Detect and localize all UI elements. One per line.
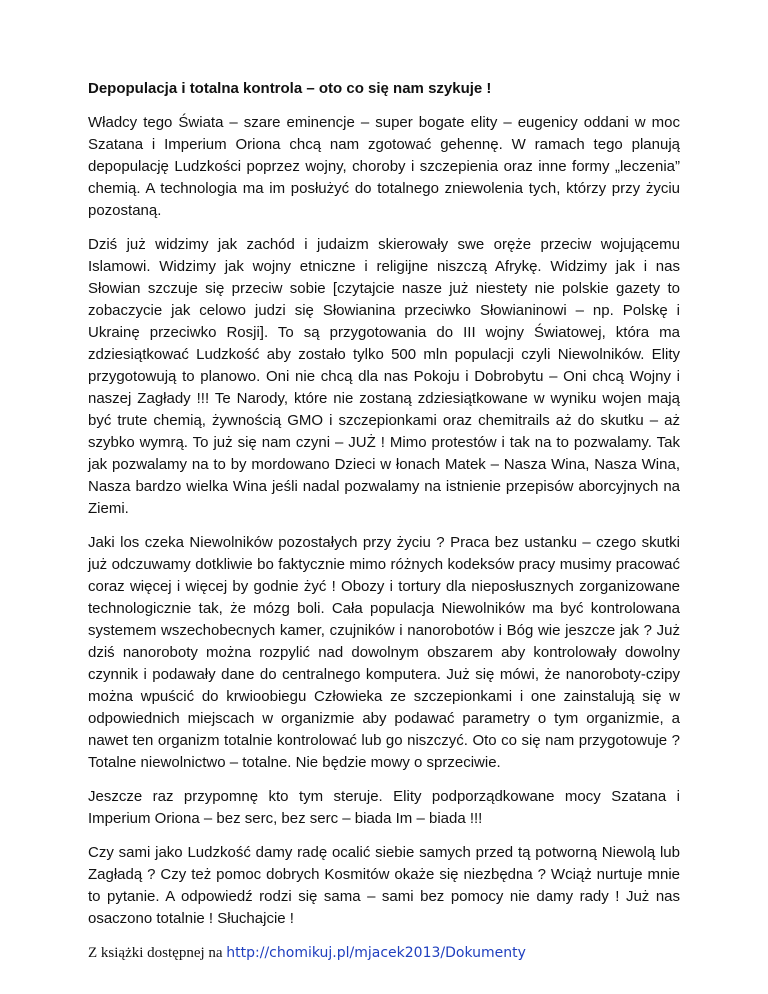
paragraph-5: Czy sami jako Ludzkość damy radę ocalić siebie samych przed tą potworną Niewolą lub Zagładą ? Czy też pomoc dobrych Kosmitów okaże się niezbędna ? Wciąż nurtuje mnie to pytanie. A odpowiedź rodzi się sama – sami bez pomocy nie damy rady ! Już nas osaczono totalnie ! Słuchajcie ! [88, 844, 680, 927]
paragraph-4: Jeszcze raz przypomnę kto tym steruje. Elity podporządkowane mocy Szatana i Imperium Oriona – bez serc, bez serc – biada Im – biada !!! [88, 788, 680, 827]
document-page [88, 78, 680, 964]
paragraph-2: Dziś już widzimy jak zachód i judaizm skierowały swe oręże przeciw wojującemu Islamowi. Widzimy jak wojny etniczne i religijne niszczą Afrykę. Widzimy jak i nas Słowian szczuje się przeciw sobie [czytajcie nasze już niestety nie polskie gazety to zobaczycie jak celowo judzi się Słowianina przeciwko Słowianinowi – np. Polskę i Ukrainę przeciwko Rosji]. To są przygotowania do III wojny Światowej, która ma zdziesiątkować Ludzkość aby zostało tylko 500 mln populacji czyli Niewolników. Elity przygotowują to planowo. Oni nie chcą dla nas Pokoju i Dobrobytu – Oni chcą Wojny i naszej Zagłady !!! Te Narody, które nie zostaną zdziesiątkowane w wyniku wojen mają być trute chemią, żywnością GMO i szczepionkami oraz chemitrails aż do skutku – aż szybko wymrą. To już się nam czyni – JUŻ ! Mimo protestów i tak na to pozwalamy. Tak jak pozwalamy na to by mordowano Dzieci w łonach Matek – Nasza Wina, Nasza Wina, Nasza bardzo wielka Wina jeśli nadal pozwalamy na istnienie przepisów aborcyjnych na Ziemi. [88, 236, 680, 517]
source-line [88, 942, 680, 964]
paragraph-1: Władcy tego Świata – szare eminencje – super bogate elity – eugenicy oddani w moc Szatana i Imperium Oriona chcą nam zgotować gehennę. W ramach tego planują depopulację Ludzkości poprzez wojny, choroby i szczepienia oraz inne formy „leczenia” chemią. A technologia ma im posłużyć do totalnego zniewolenia tych, którzy przy życiu pozostaną. [88, 114, 680, 219]
document-title: Depopulacja i totalna kontrola – oto co się nam szykuje ! [88, 80, 492, 97]
source-link[interactable]: http://chomikuj.pl/mjacek2013/Dokumenty [226, 945, 526, 961]
source-prefix: Z książki dostępnej na [88, 945, 227, 961]
paragraph-3: Jaki los czeka Niewolników pozostałych przy życiu ? Praca bez ustanku – czego skutki już odczuwamy dotkliwie bo faktycznie mimo różnych kodeksów pracy musimy pracować coraz więcej i więcej by godnie żyć ! Obozy i tortury dla nieposłusznych zorganizowane technologicznie tak, że mózg boli. Cała populacja Niewolników ma być kontrolowana systemem wszechobecnych kamer, czujników i nanorobotów i Bóg wie jeszcze jak ? Już dziś nanoroboty można rozpylić nad dowolnym obszarem aby kontrolowały dowolny czynnik i podawały dane do centralnego komputera. Już się mówi, że nanoroboty-czipy można wpuścić do krwioobiegu Człowieka ze szczepionkami i one zainstalują się w odpowiednich miejscach w organizmie aby podawać parametry o tym organizmie, a nawet ten organizm totalnie kontrolować lub go niszczyć. Oto co się nam przygotowuje ? Totalne niewolnictwo – totalne. Nie będzie mowy o sprzeciwie. [88, 534, 680, 771]
